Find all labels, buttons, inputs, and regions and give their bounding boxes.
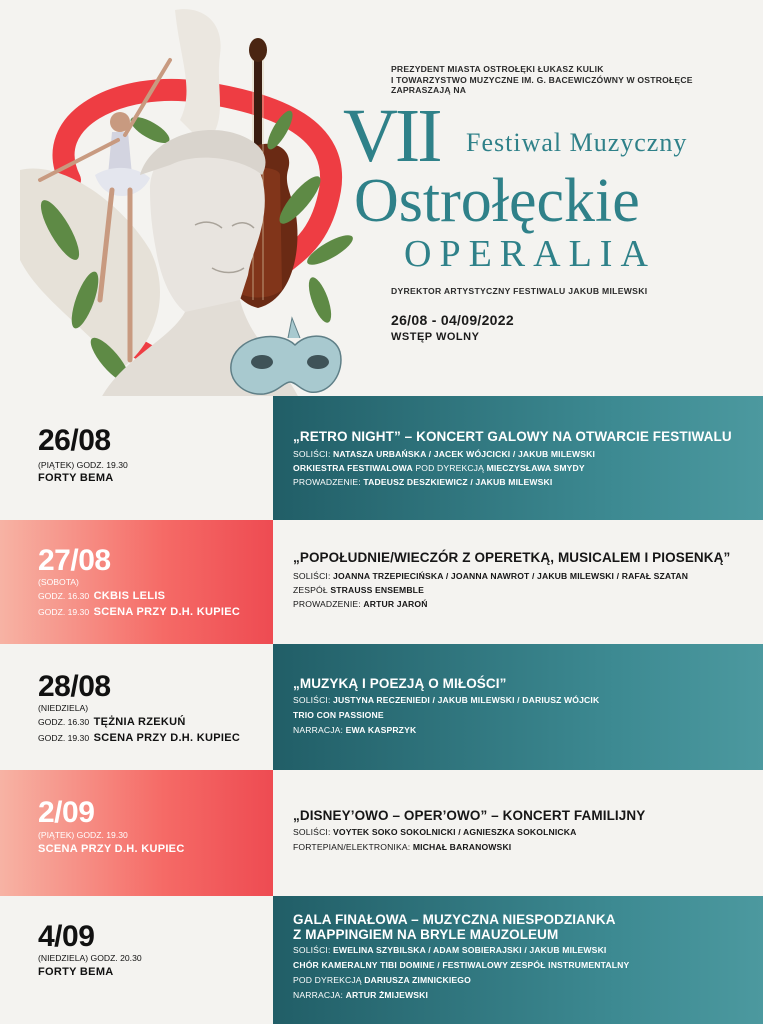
event-day-time: (PIĄTEK) GODZ. 19.30 — [38, 830, 128, 840]
event-date-panel — [0, 396, 273, 520]
soloists-label: SOLIŚCI: — [293, 695, 331, 705]
director-name: JAKUB MILEWSKI — [568, 286, 648, 296]
event-date: 4/09 — [38, 920, 95, 953]
event-info-panel — [273, 520, 763, 644]
soloists-label: SOLIŚCI: — [293, 945, 331, 955]
event-soloists — [293, 944, 606, 956]
soloists-label: SOLIŚCI: — [293, 827, 331, 837]
event-date-panel — [0, 770, 273, 896]
ensemble-prefix: ZESPÓŁ — [293, 585, 328, 595]
event-title: „MUZYKĄ I POEZJĄ O MIŁOŚCI” — [293, 676, 507, 691]
director-prefix: DYREKTOR ARTYSTYCZNY FESTIWALU — [391, 286, 566, 296]
event-info-panel — [273, 396, 763, 520]
host-names: ARTUR JAROŃ — [363, 599, 428, 609]
conductor-prefix: POD DYREKCJĄ — [415, 463, 485, 473]
presenter-text — [391, 64, 751, 96]
piano-label: FORTEPIAN/ELEKTRONIKA: — [293, 842, 411, 852]
event-venue: FORTY BEMA — [38, 472, 114, 484]
host-label: PROWADZENIE: — [293, 599, 361, 609]
presenter-line2: I TOWARZYSTWO MUZYCZNE IM. G. BACEWICZÓWNY W OSTROŁĘCE — [391, 74, 693, 85]
event-info-panel — [273, 896, 763, 1024]
event-narration — [293, 724, 416, 736]
conductor-name: MIECZYSŁAWA SMYDY — [486, 463, 585, 473]
event-title-line-2: Z MAPPINGIEM NA BRYLE MAUZOLEUM — [293, 927, 559, 942]
soloists-names: NATASZA URBAŃSKA / JACEK WÓJCICKI / JAKUB MILEWSKI — [333, 449, 596, 459]
event-day: (SOBOTA) — [38, 577, 79, 587]
event-venue: SCENA PRZY D.H. KUPIEC — [38, 843, 185, 855]
event-ensemble — [293, 709, 384, 721]
event-host — [293, 598, 428, 610]
event-date: 2/09 — [38, 796, 95, 829]
event-day-time: (PIĄTEK) GODZ. 19.30 — [38, 460, 128, 470]
ensemble-name: STRAUSS ENSEMBLE — [330, 585, 424, 595]
soloists-names: JOANNA TRZEPIECIŃSKA / JOANNA NAWROT / JAKUB MILEWSKI / RAFAŁ SZATAN — [333, 571, 689, 581]
event-time-1: GODZ. 16.30 — [38, 591, 90, 601]
presenter-line3: ZAPRASZAJĄ NA — [391, 85, 467, 95]
event-day: (NIEDZIELA) — [38, 703, 89, 713]
event-orchestra — [293, 462, 585, 474]
conductor-prefix: POD DYREKCJĄ — [293, 975, 362, 985]
event-row-2 — [0, 520, 763, 644]
event-time-2: GODZ. 19.30 — [38, 733, 90, 743]
event-title: „POPOŁUDNIE/WIECZÓR Z OPERETKĄ, MUSICALEM I PIOSENKĄ” — [293, 550, 731, 565]
event-date: 27/08 — [38, 544, 111, 577]
event-venue-2: SCENA PRZY D.H. KUPIEC — [93, 732, 241, 744]
edition-number: VII — [343, 94, 440, 178]
festival-label: Festiwal Muzyczny — [466, 128, 688, 157]
event-soloists — [293, 448, 595, 460]
presenter-mayor-name: ŁUKASZ KULIK — [537, 64, 604, 74]
event-venue-1: CKBIS LELIS — [93, 590, 166, 602]
soloists-names: EWELINA SZYBILSKA / ADAM SOBIERAJSKI / JAKUB MILEWSKI — [333, 945, 607, 955]
collage-illustration — [0, 0, 380, 430]
event-time-2: GODZ. 19.30 — [38, 607, 90, 617]
artistic-director — [391, 286, 647, 296]
event-soloists — [293, 694, 599, 706]
event-title: „DISNEY’OWO – OPER’OWO” – KONCERT FAMILIJNY — [293, 808, 646, 823]
ensemble-name: TRIO CON PASSIONE — [293, 710, 384, 720]
event-row-1 — [0, 396, 763, 520]
event-info-panel — [273, 644, 763, 770]
event-narration — [293, 989, 428, 1001]
narration-name: ARTUR ŻMIJEWSKI — [345, 990, 429, 1000]
conductor-name: DARIUSZA ZIMNICKIEGO — [364, 975, 471, 985]
festival-title: Ostrołęckie — [354, 167, 640, 235]
event-piano — [293, 841, 511, 853]
event-soloists — [293, 826, 576, 838]
event-venue-2: SCENA PRZY D.H. KUPIEC — [93, 606, 241, 618]
event-venue: FORTY BEMA — [38, 966, 114, 978]
event-row-5 — [0, 896, 763, 1024]
event-ensemble — [293, 584, 424, 596]
soloists-label: SOLIŚCI: — [293, 449, 331, 459]
choir-name: CHÓR KAMERALNY TIBI DOMINE / FESTIWALOWY ZESPÓŁ INSTRUMENTALNY — [293, 960, 630, 970]
event-choir — [293, 959, 629, 971]
event-host — [293, 476, 552, 488]
piano-name: MICHAŁ BARANOWSKI — [412, 842, 512, 852]
soloists-names: VOYTEK SOKO SOKOLNICKI / AGNIESZKA SOKOLNICKA — [333, 827, 577, 837]
event-date-panel — [0, 520, 273, 644]
soloists-label: SOLIŚCI: — [293, 571, 331, 581]
event-soloists — [293, 570, 688, 582]
event-title: „RETRO NIGHT” – KONCERT GALOWY NA OTWARCIE FESTIWALU — [293, 429, 732, 444]
event-info-panel — [273, 770, 763, 896]
orchestra-name: ORKIESTRA FESTIWALOWA — [293, 463, 413, 473]
narration-label: NARRACJA: — [293, 990, 344, 1000]
narration-name: EWA KASPRZYK — [345, 725, 417, 735]
event-venue-1: TĘŻNIA RZEKUŃ — [93, 716, 186, 728]
event-title-line-1: GALA FINAŁOWA – MUZYCZNA NIESPODZIANKA — [293, 912, 616, 927]
event-date: 28/08 — [38, 670, 111, 703]
festival-dates: 26/08 - 04/09/2022 — [391, 312, 514, 328]
event-date: 26/08 — [38, 424, 111, 457]
event-date-panel — [0, 896, 273, 1024]
event-date-panel — [0, 644, 273, 770]
event-day-time: (NIEDZIELA) GODZ. 20.30 — [38, 953, 142, 963]
event-row-4 — [0, 770, 763, 896]
host-label: PROWADZENIE: — [293, 477, 361, 487]
narration-label: NARRACJA: — [293, 725, 344, 735]
free-entry-note: WSTĘP WOLNY — [391, 331, 480, 343]
festival-subtitle: OPERALIA — [404, 233, 656, 275]
soloists-names: JUSTYNA RECZENIEDI / JAKUB MILEWSKI / DARIUSZ WÓJCIK — [333, 695, 600, 705]
event-conductor — [293, 974, 471, 986]
presenter-line1-prefix: PREZYDENT MIASTA OSTROŁĘKI — [391, 64, 536, 74]
event-time-1: GODZ. 16.30 — [38, 717, 90, 727]
event-row-3 — [0, 644, 763, 770]
host-names: TADEUSZ DESZKIEWICZ / JAKUB MILEWSKI — [363, 477, 553, 487]
